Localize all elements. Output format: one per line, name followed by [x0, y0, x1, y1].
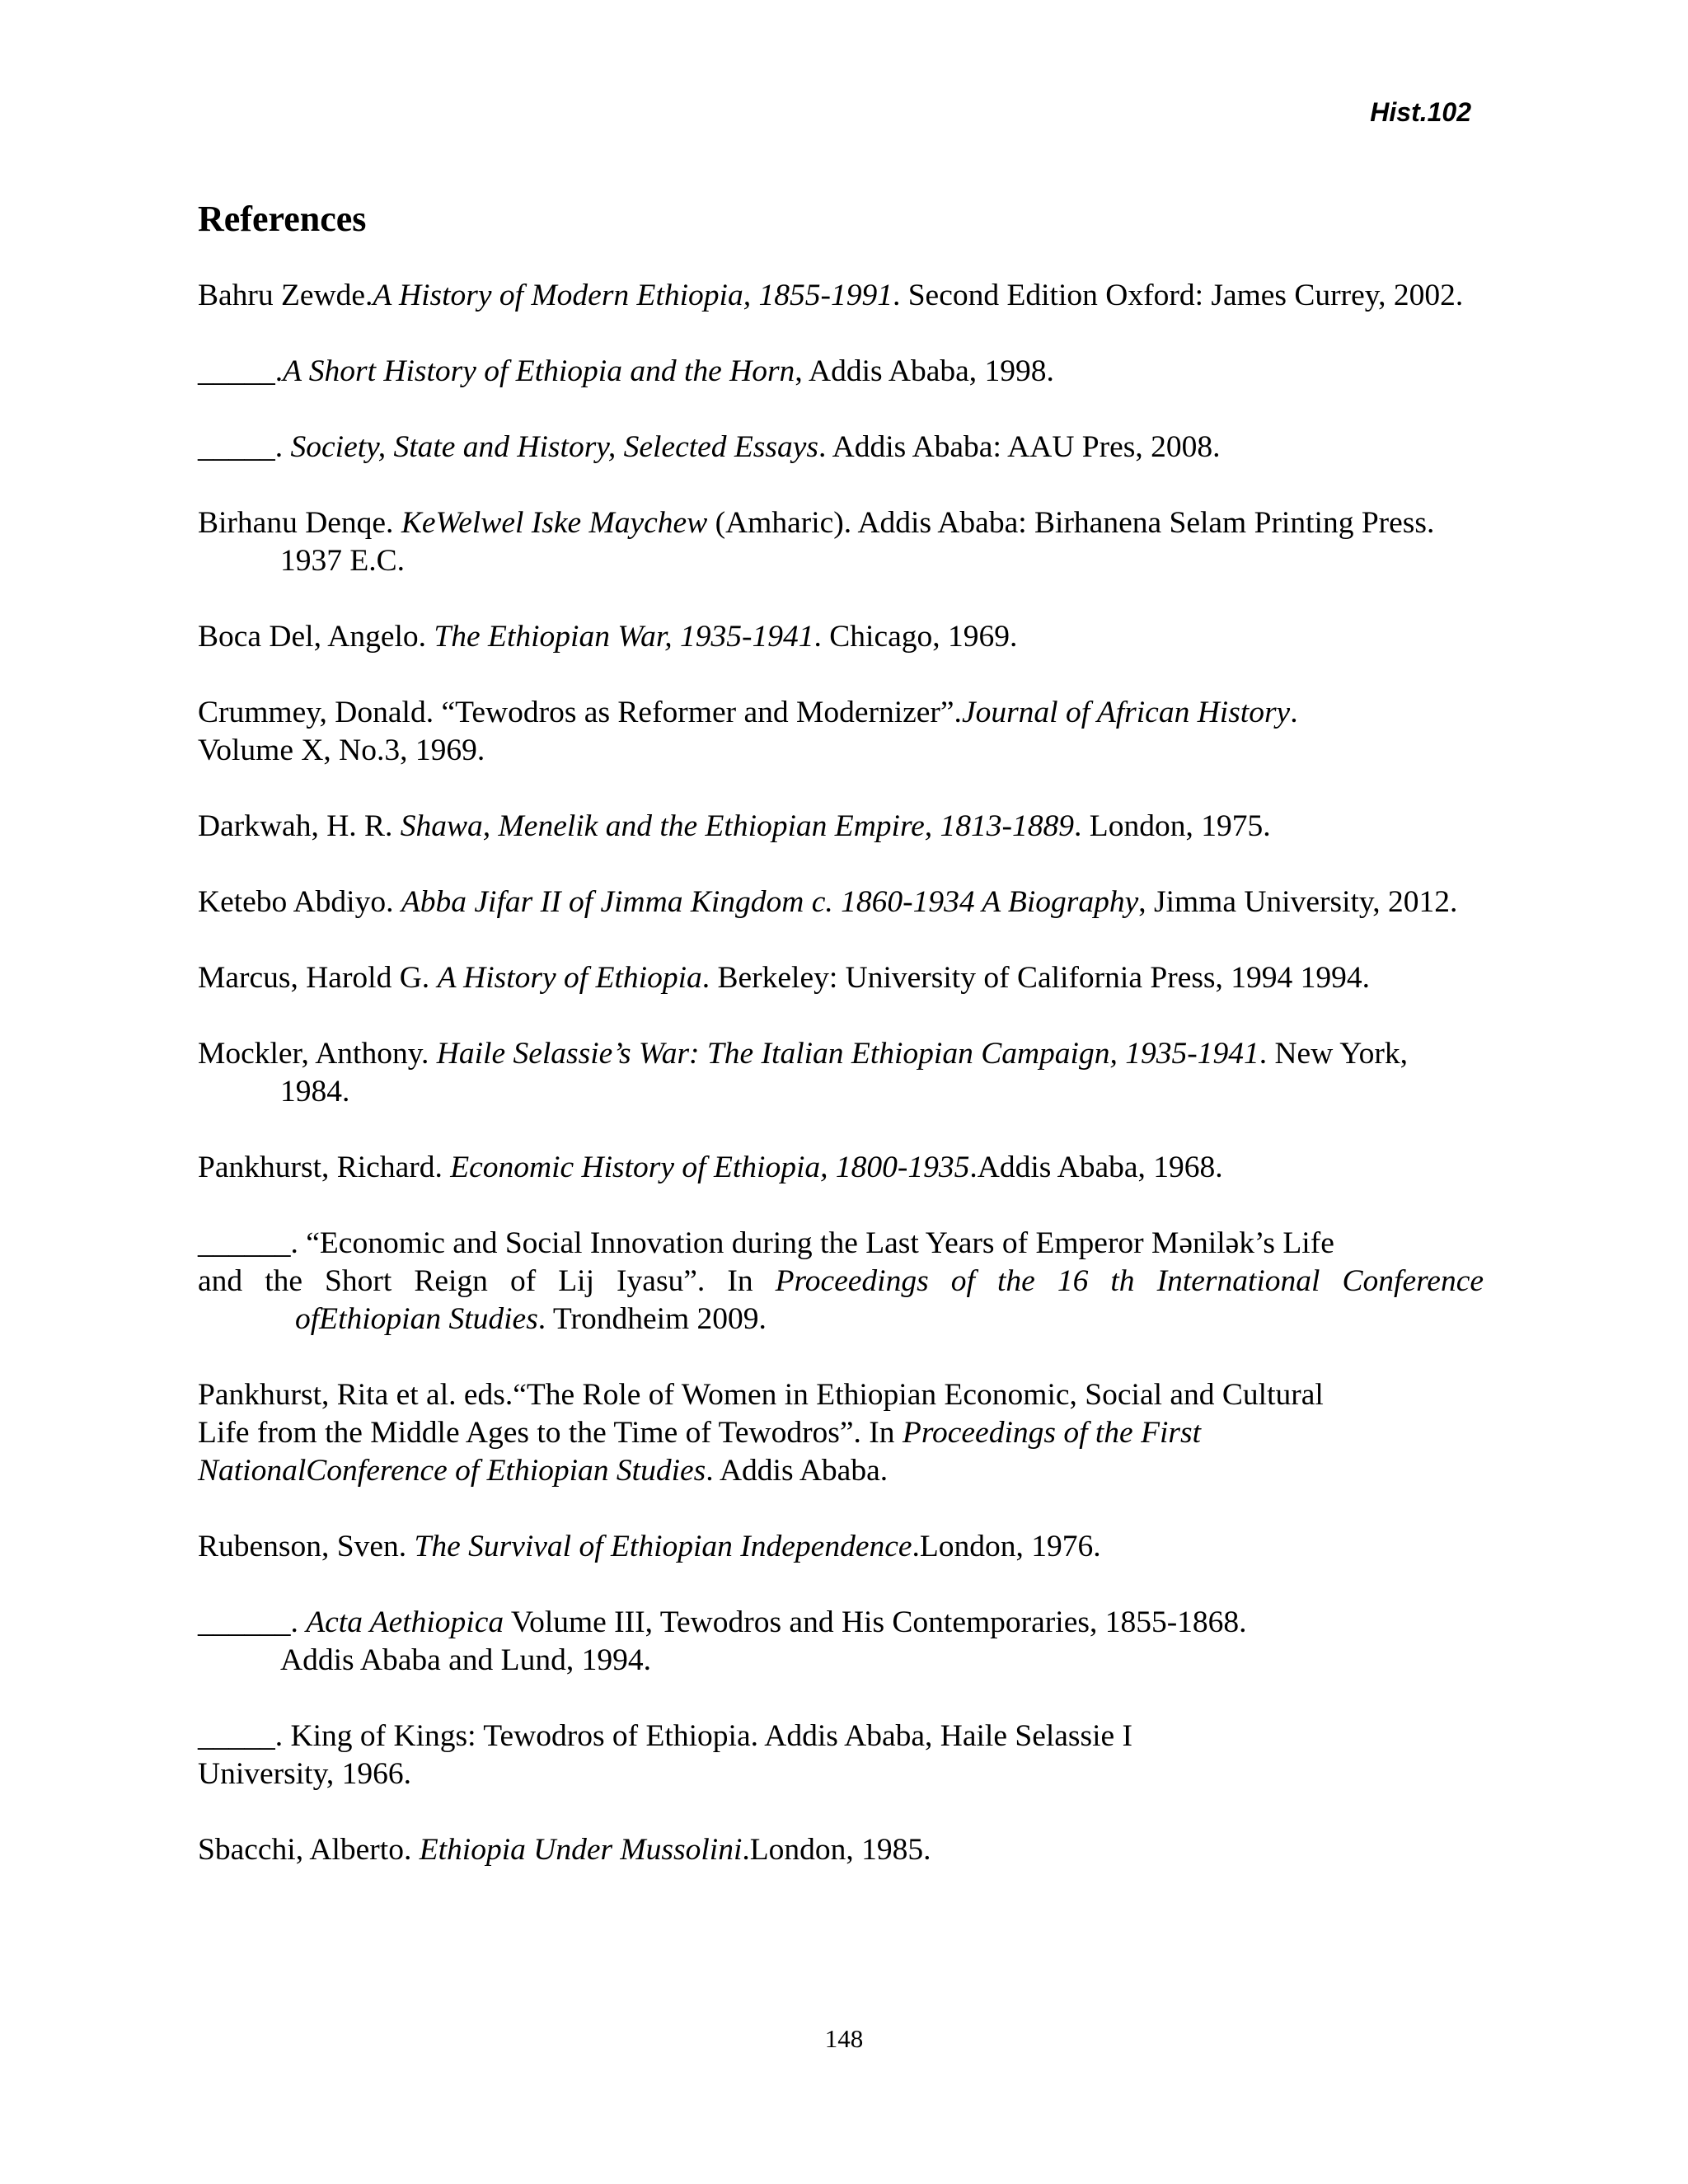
reference-entry: [198, 1035, 1484, 1111]
reference-entry: [198, 808, 1484, 846]
reference-title: A Short History of Ethiopia and the Horn: [283, 354, 795, 388]
reference-author: Mockler, Anthony.: [198, 1037, 437, 1071]
reference-author: Ketebo Abdiyo.: [198, 885, 401, 919]
reference-entry: [198, 959, 1484, 997]
reference-details: and the Short Reign of Lij Iyasu”. In: [198, 1264, 776, 1298]
reference-details: . Addis Ababa.: [706, 1454, 889, 1488]
reference-entry: [198, 1376, 1484, 1490]
reference-author: ______.: [198, 1605, 307, 1639]
reference-details: , Addis Ababa, 1998.: [795, 354, 1054, 388]
reference-title: The Survival of Ethiopian Independence: [414, 1530, 912, 1563]
reference-line: [198, 1414, 1484, 1452]
reference-author: Boca Del, Angelo.: [198, 620, 434, 654]
reference-entry: [198, 429, 1484, 466]
reference-author: Birhanu Denqe.: [198, 506, 401, 540]
reference-author: _____.: [198, 430, 291, 464]
reference-details: . Addis Ababa: AAU Pres, 2008.: [818, 430, 1221, 464]
reference-entry: [198, 1149, 1484, 1187]
reference-details: Life from the Middle Ages to the Time of Tewodros”. In: [198, 1416, 903, 1450]
reference-line: [198, 694, 1484, 732]
reference-title: ofEthiopian Studies: [295, 1302, 538, 1336]
reference-entry: [198, 504, 1484, 580]
reference-details: . Second Edition Oxford: James Currey, 2002.: [892, 279, 1464, 312]
reference-entry: [198, 277, 1484, 315]
reference-details: .Addis Ababa, 1968.: [969, 1151, 1223, 1184]
reference-line: [198, 1604, 1484, 1642]
reference-details: , Jimma University, 2012.: [1138, 885, 1458, 919]
reference-title: Economic History of Ethiopia, 1800-1935: [450, 1151, 970, 1184]
reference-entry: [198, 694, 1484, 770]
reference-line: [198, 1452, 1484, 1490]
reference-details: . Trondheim 2009.: [537, 1302, 767, 1336]
reference-entry: [198, 883, 1484, 921]
reference-line: [198, 1301, 1484, 1338]
reference-details: .London, 1985.: [742, 1833, 931, 1867]
reference-title: A History of Modern Ethiopia, 1855-1991: [373, 279, 893, 312]
reference-details: .London, 1976.: [912, 1530, 1101, 1563]
reference-title: Proceedings of the First: [902, 1416, 1201, 1450]
page-number: 148: [824, 2024, 864, 2053]
reference-title: Abba Jifar II of Jimma Kingdom c. 1860-1934 A Biography: [401, 885, 1139, 919]
reference-title: The Ethiopian War, 1935-1941: [434, 620, 814, 654]
reference-title: Acta Aethiopica: [306, 1605, 504, 1639]
reference-author: Marcus, Harold G.: [198, 961, 438, 995]
reference-title: A History of Ethiopia: [437, 961, 702, 995]
reference-line: ______. “Economic and Social Innovation during the Last Years of Emperor Mənilək’s Life: [198, 1226, 1334, 1260]
running-header: Hist.102: [1370, 97, 1471, 127]
reference-line: Pankhurst, Rita et al. eds.“The Role of Women in Ethiopian Economic, Social and Cultural: [198, 1378, 1324, 1412]
reference-entry: [198, 1528, 1484, 1566]
reference-line: [198, 1263, 1484, 1301]
reference-title: Ethiopia Under Mussolini: [419, 1833, 743, 1867]
reference-entry: [198, 353, 1484, 391]
reference-details: . New York, 1984.: [280, 1037, 1408, 1108]
reference-entry: [198, 1225, 1484, 1338]
reference-author: Rubenson, Sven.: [198, 1530, 415, 1563]
reference-details: Volume III, Tewodros and His Contemporaries, 1855-1868.: [504, 1605, 1247, 1639]
reference-details: . London, 1975.: [1074, 809, 1271, 843]
reference-details: (Amharic). Addis Ababa: Birhanena Selam Printing Press. 1937 E.C.: [280, 506, 1435, 578]
reference-author: Crummey, Donald. “Tewodros as Reformer and Modernizer”.: [198, 696, 962, 729]
reference-author: Darkwah, H. R.: [198, 809, 401, 843]
reference-list: [198, 277, 1484, 1907]
reference-line: Addis Ababa and Lund, 1994.: [280, 1643, 651, 1677]
reference-title: Society, State and History, Selected Essays: [290, 430, 818, 464]
reference-line: University, 1966.: [198, 1757, 412, 1791]
reference-title: Proceedings of the 16 th International Conference: [775, 1264, 1484, 1298]
reference-title: KeWelwel Iske Maychew: [401, 506, 708, 540]
reference-line: _____. King of Kings: Tewodros of Ethiopia. Addis Ababa, Haile Selassie I: [198, 1719, 1133, 1753]
reference-line: Volume X, No.3, 1969.: [198, 733, 485, 767]
reference-entry: [198, 1831, 1484, 1869]
reference-details: . Chicago, 1969.: [814, 620, 1018, 654]
reference-title: NationalConference of Ethiopian Studies: [198, 1454, 706, 1488]
reference-details: . Berkeley: University of California Press, 1994 1994.: [701, 961, 1371, 995]
reference-title: Haile Selassie’s War: The Italian Ethiopian Campaign, 1935-1941: [436, 1037, 1259, 1071]
reference-author: Sbacchi, Alberto.: [198, 1833, 420, 1867]
page-title: References: [198, 199, 367, 239]
reference-author: Bahru Zewde.: [198, 279, 373, 312]
reference-title: Journal of African History: [961, 696, 1291, 729]
reference-entry: [198, 618, 1484, 656]
reference-entry: [198, 1604, 1484, 1680]
reference-details: .: [1290, 696, 1298, 729]
reference-author: _____.: [198, 354, 284, 388]
reference-entry: [198, 1718, 1484, 1793]
reference-title: Shawa, Menelik and the Ethiopian Empire, 1813-1889: [400, 809, 1075, 843]
reference-author: Pankhurst, Richard.: [198, 1151, 451, 1184]
